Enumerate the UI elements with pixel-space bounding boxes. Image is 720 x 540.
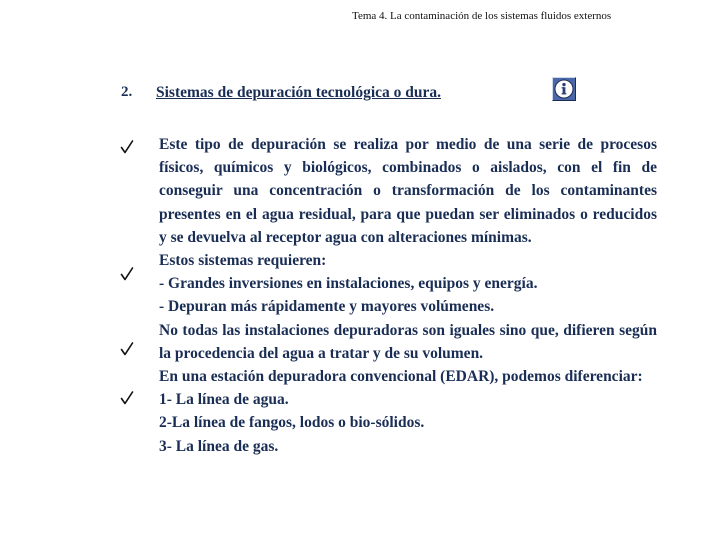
paragraph-instalaciones: No todas las instalaciones depuradoras son iguales sino que, difieren según la procedencia del agua a tratar y de su volumen. xyxy=(159,321,657,362)
paragraph-depuracion: Este tipo de depuración se realiza por medio de una serie de procesos físicos, químicos y biológicos, combinados o aislados, con el fin de conseguir una concentración o transformación de los contaminantes presentes en el agua residual, para que puedan ser eliminados o reducidos y se devuelva al receptor agua con alteraciones mínimas. xyxy=(159,136,657,246)
line-item: 2-La línea de fangos, lodos o bio-sólidos. xyxy=(159,414,425,432)
checkmark-icon xyxy=(120,390,134,406)
requirement-item: - Grandes inversiones en instalaciones, equipos y energía. xyxy=(159,275,538,293)
line-item: 1- La línea de agua. xyxy=(159,391,289,409)
line-item: 3- La línea de gas. xyxy=(159,437,279,455)
paragraph-edar: En una estación depuradora convencional (EDAR), podemos diferenciar: xyxy=(159,368,643,386)
checkmark-icon xyxy=(120,266,134,282)
section-number: 2. xyxy=(121,84,133,100)
section-title: Sistemas de depuración tecnológica o dura. xyxy=(156,84,442,101)
requirement-item: - Depuran más rápidamente y mayores volúmenes. xyxy=(159,298,495,316)
main-content xyxy=(159,133,657,458)
checkmark-icon xyxy=(120,341,134,357)
info-button[interactable] xyxy=(552,77,576,101)
checkmark-icon xyxy=(120,139,134,155)
paragraph-requieren: Estos sistemas requieren: xyxy=(159,252,327,270)
header-title: Tema 4. La contaminación de los sistemas fluidos externos xyxy=(352,10,612,22)
info-icon xyxy=(553,78,575,100)
